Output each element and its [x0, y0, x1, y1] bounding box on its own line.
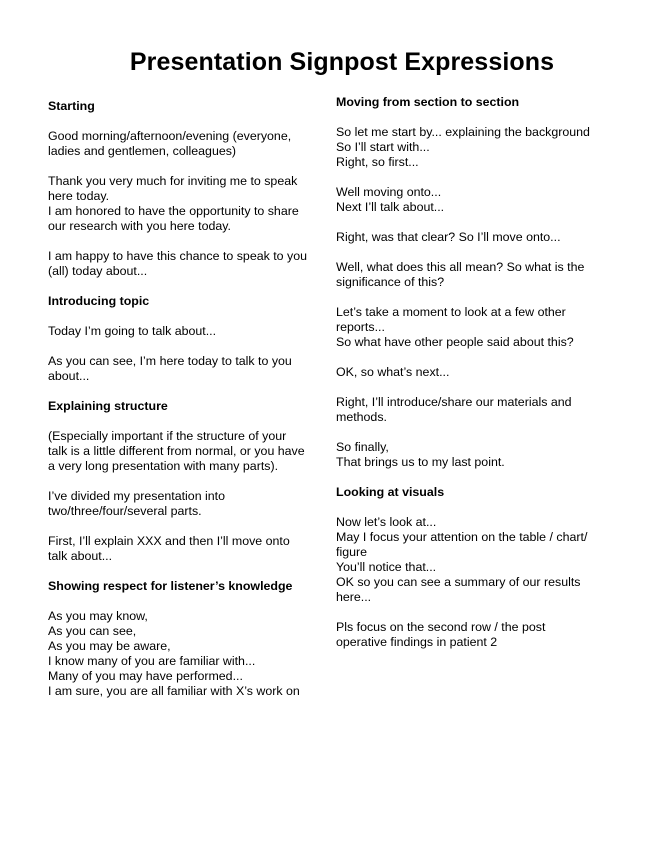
text-line: First, I’ll explain XXX and then I’ll move onto	[48, 534, 290, 548]
text-line: talk about...	[48, 549, 113, 563]
text-line: So finally,	[336, 440, 389, 454]
paragraph	[48, 174, 326, 234]
section	[48, 99, 326, 279]
text-line: (all) today about...	[48, 264, 148, 278]
text-line: Now let’s look at...	[336, 515, 437, 529]
text-line: Right, I’ll introduce/share our materials and	[336, 395, 572, 409]
text-line: I am sure, you are all familiar with X’s work on	[48, 684, 300, 698]
paragraph	[48, 429, 326, 474]
page-title: Presentation Signpost Expressions	[129, 48, 555, 76]
paragraph	[48, 249, 326, 279]
text-line: two/three/four/several parts.	[48, 504, 202, 518]
text-line: operative findings in patient 2	[336, 635, 498, 649]
text-line: (Especially important if the structure of your	[48, 429, 287, 443]
text-line: reports...	[336, 320, 385, 334]
text-line: I am honored to have the opportunity to share	[48, 204, 299, 218]
section	[48, 399, 326, 564]
text-line: a very long presentation with many parts).	[48, 459, 279, 473]
section-heading: Starting	[48, 99, 95, 113]
text-line: here today.	[48, 189, 110, 203]
text-line: So let me start by... explaining the background	[336, 125, 590, 139]
text-line: Today I’m going to talk about...	[48, 324, 217, 338]
text-line: Right, was that clear? So I’ll move onto...	[336, 230, 561, 244]
paragraph	[336, 440, 616, 470]
paragraph	[336, 230, 616, 245]
text-line: You’ll notice that...	[336, 560, 437, 574]
text-line: I know many of you are familiar with...	[48, 654, 256, 668]
paragraph	[48, 354, 326, 384]
text-line: So what have other people said about this?	[336, 335, 574, 349]
paragraph	[336, 395, 616, 425]
paragraph	[48, 534, 326, 564]
section	[48, 579, 326, 699]
text-line: Pls focus on the second row / the post	[336, 620, 546, 634]
section-heading: Showing respect for listener’s knowledge	[48, 579, 293, 593]
text-line: As you may be aware,	[48, 639, 171, 653]
text-line: Right, so first...	[336, 155, 419, 169]
text-line: Thank you very much for inviting me to speak	[48, 174, 298, 188]
text-line: significance of this?	[336, 275, 445, 289]
paragraph	[336, 620, 616, 650]
paragraph	[48, 129, 326, 159]
paragraph	[48, 609, 326, 699]
section	[48, 294, 326, 384]
text-line: methods.	[336, 410, 387, 424]
paragraph	[336, 185, 616, 215]
text-line: So I’ll start with...	[336, 140, 430, 154]
text-line: ladies and gentlemen, colleagues)	[48, 144, 237, 158]
text-line: Next I’ll talk about...	[336, 200, 445, 214]
text-line: OK, so what’s next...	[336, 365, 450, 379]
paragraph	[336, 365, 616, 380]
paragraph	[336, 125, 616, 170]
text-line: Well, what does this all mean? So what is the	[336, 260, 585, 274]
text-line: figure	[336, 545, 367, 559]
text-line: I am happy to have this chance to speak to you	[48, 249, 307, 263]
text-line: OK so you can see a summary of our results	[336, 575, 581, 589]
text-line: As you can see,	[48, 624, 137, 638]
text-line: talk is a little different from normal, or you have	[48, 444, 305, 458]
text-line: Many of you may have performed...	[48, 669, 243, 683]
text-line: That brings us to my last point.	[336, 455, 505, 469]
paragraph	[336, 260, 616, 290]
section-heading: Explaining structure	[48, 399, 168, 413]
section	[336, 95, 616, 470]
text-line: I’ve divided my presentation into	[48, 489, 226, 503]
section-heading: Looking at visuals	[336, 485, 445, 499]
paragraph	[336, 305, 616, 350]
text-line: As you can see, I’m here today to talk to you	[48, 354, 292, 368]
text-line: Let’s take a moment to look at a few other	[336, 305, 566, 319]
text-line: Good morning/afternoon/evening (everyone,	[48, 129, 292, 143]
section	[336, 485, 616, 650]
paragraph	[48, 489, 326, 519]
text-line: Well moving onto...	[336, 185, 442, 199]
paragraph	[336, 515, 616, 605]
text-line: here...	[336, 590, 372, 604]
paragraph	[48, 324, 326, 339]
text-line: our research with you here today.	[48, 219, 231, 233]
section-heading: Introducing topic	[48, 294, 150, 308]
text-line: about...	[48, 369, 90, 383]
section-heading: Moving from section to section	[336, 95, 520, 109]
text-line: As you may know,	[48, 609, 148, 623]
text-line: May I focus your attention on the table / chart/	[336, 530, 588, 544]
